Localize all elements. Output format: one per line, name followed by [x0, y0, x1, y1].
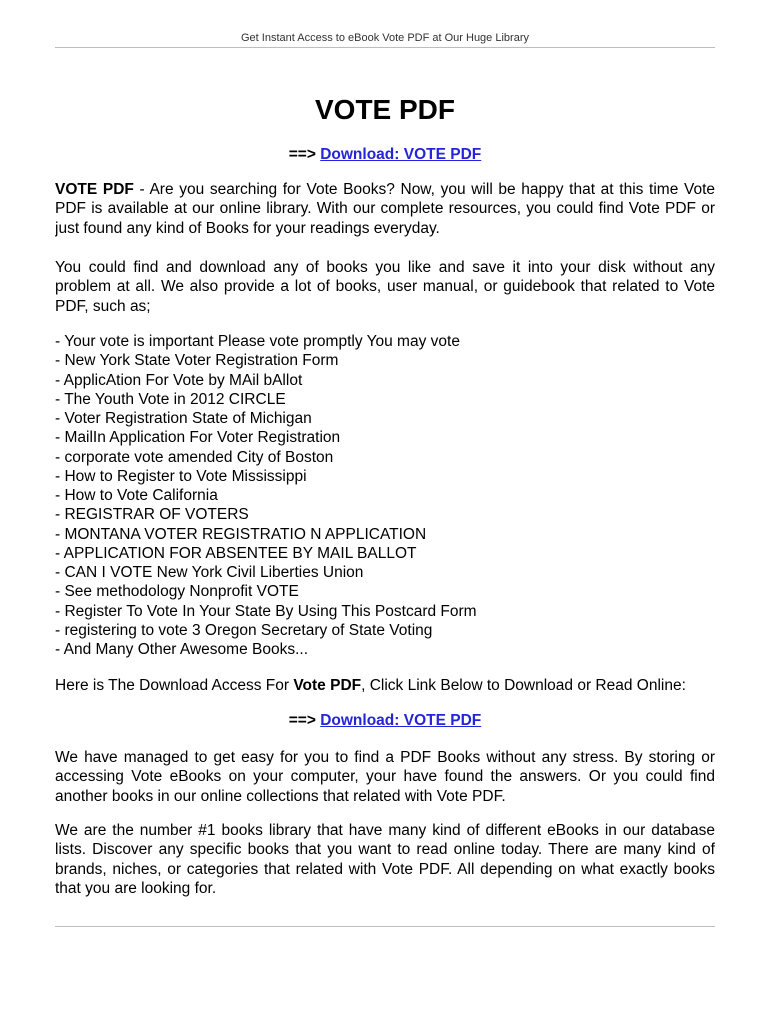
page-header-text: Get Instant Access to eBook Vote PDF at Our Huge Library: [241, 32, 529, 44]
download-link[interactable]: Download: VOTE PDF: [320, 712, 482, 729]
list-item: - The Youth Vote in 2012 CIRCLE: [55, 390, 286, 408]
paragraph-line: another books in our online collections that related with Vote PDF.: [55, 787, 506, 805]
paragraph-line: just found any kind of Books for your readings everyday.: [55, 219, 440, 237]
list-item: - corporate vote amended City of Boston: [55, 448, 334, 466]
list-item: - New York State Voter Registration Form: [55, 352, 339, 370]
library-paragraph: [55, 821, 715, 898]
paragraph-line: lists. Discover any specific books that you want to read online today. There are many kind of: [55, 841, 715, 859]
access-text-before: Here is The Download Access For: [55, 677, 290, 694]
list-item: - See methodology Nonprofit VOTE: [55, 583, 299, 601]
paragraph-line: brands, niches, or categories that related with Vote PDF. All depending on what exactly books: [55, 860, 715, 878]
list-item: - CAN I VOTE New York Civil Liberties Union: [55, 564, 364, 581]
download-access-line: [55, 676, 715, 695]
download-arrow: ==>: [288, 146, 316, 163]
download-line: [55, 711, 715, 730]
access-text-after: , Click Link Below to Download or Read Online:: [361, 677, 686, 694]
paragraph-line: We have managed to get easy for you to find a PDF Books without any stress. By storing or: [55, 749, 715, 766]
page-title: VOTE PDF: [314, 94, 455, 125]
paragraph-line: [55, 180, 715, 199]
paragraph-line: PDF is available at our online library. With our complete resources, you could find Vote PDF or: [55, 200, 715, 218]
header-divider: [55, 47, 715, 48]
list-item: - registering to vote 3 Oregon Secretary of State Voting: [55, 621, 433, 639]
paragraph-line: You could find and download any of books you like and save it into your disk without any: [55, 259, 715, 276]
list-item: - ApplicAtion For Vote by MAil bAllot: [55, 371, 303, 389]
list-item: - Register To Vote In Your State By Using This Postcard Form: [55, 602, 477, 620]
description-paragraph: [55, 258, 715, 316]
intro-lead: VOTE PDF: [55, 181, 134, 198]
access-text-bold: Vote PDF: [293, 677, 362, 694]
paragraph-line: that you are looking for.: [55, 879, 217, 897]
list-item: - MailIn Application For Voter Registration: [55, 429, 341, 447]
list-item: - How to Register to Vote Mississippi: [55, 467, 307, 485]
download-link[interactable]: Download: VOTE PDF: [320, 146, 482, 163]
managed-paragraph: [55, 748, 715, 806]
list-item: - MONTANA VOTER REGISTRATIO N APPLICATION: [55, 525, 427, 543]
intro-first-line-text: - Are you searching for Vote Books? Now, you will be happy that at this time Vote: [139, 181, 715, 198]
intro-paragraph: [55, 180, 715, 238]
footer-divider: [55, 926, 715, 927]
paragraph-line: accessing Vote eBooks on your computer, your have found the answers. Or you could find: [55, 768, 715, 786]
paragraph-line: problem at all. We also provide a lot of books, user manual, or guidebook that related to Vote: [55, 278, 715, 296]
paragraph-line: We are the number #1 books library that have many kind of different eBooks in our database: [55, 822, 715, 839]
list-item: - Your vote is important Please vote promptly You may vote: [55, 333, 460, 350]
list-item: - REGISTRAR OF VOTERS: [55, 506, 249, 524]
list-item: - APPLICATION FOR ABSENTEE BY MAIL BALLOT: [55, 544, 417, 562]
book-list: [55, 332, 715, 659]
download-line: [55, 145, 715, 164]
download-arrow: ==>: [288, 712, 316, 729]
list-item: - How to Vote California: [55, 487, 218, 504]
list-item: - And Many Other Awesome Books...: [55, 641, 309, 658]
list-item: - Voter Registration State of Michigan: [55, 410, 312, 427]
paragraph-line: PDF, such as;: [55, 297, 151, 315]
paragraph-line: [55, 676, 715, 695]
